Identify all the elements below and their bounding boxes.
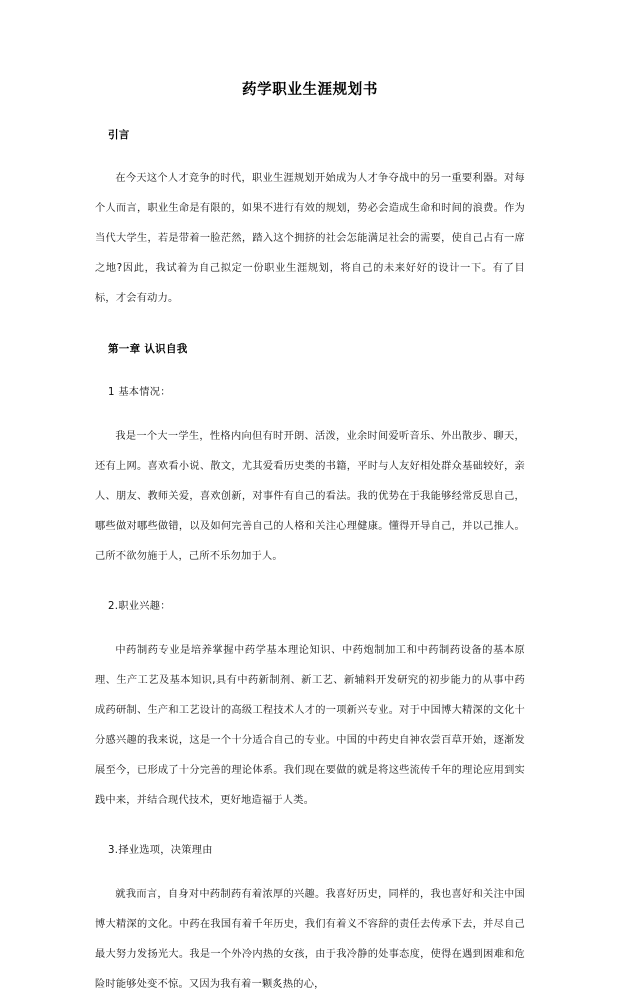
paragraph-career-choice: 就我而言，自身对中药制药有着浓厚的兴趣。我喜好历史，同样的，我也喜好和关注中国博大精深的文化。中药在我国有着千年历史，我们有着义不容辞的责任去传承下去，并尽自己最大努力发扬光大。我是一个外冷内热的女孩，由于我冷静的处事态度，使得在遇到困难和危险时能够处变不惊。又因为我有着一颗炙热的心， <box>95 889 525 991</box>
page-title: 药学职业生涯规划书 <box>242 82 378 98</box>
section-heading-chapter-one: 第一章 认识自我 <box>108 343 188 356</box>
paragraph-basic-situation: 我是一个大一学生，性格内向但有时开朗、活泼，业余时间爱听音乐、外出散步、聊天，还有上网。喜欢看小说、散文，尤其爱看历史类的书籍，平时与人友好相处群众基础较好，亲人、朋友、教师关爱，喜欢创新，对事件有自己的看法。我的优势在于我能够经常反思自己，哪些做对哪些做错，以及如何完善自己的人格和关注心理健康。懂得开导自己，并以己推人。己所不欲勿施于人，己所不乐勿加于人。 <box>95 431 525 563</box>
spacer <box>95 314 525 334</box>
paragraph-intro: 在今天这个人才竞争的时代，职业生涯规划开始成为人才争夺战中的另一重要利器。对每个人而言，职业生命是有限的，如果不进行有效的规划，势必会造成生命和时间的浪费。作为当代大学生，若是带着一脸茫然，踏入这个拥挤的社会怎能满足社会的需要，使自己占有一席之地?因此，我试着为自己拟定一份职业生涯规划，将自己的未来好好的设计一下。有了目标，才会有动力。 <box>95 173 525 305</box>
spacer <box>95 622 525 636</box>
paragraph-career-interest: 中药制药专业是培养掌握中药学基本理论知识、中药炮制加工和中药制药设备的基本原理、生产工艺及基本知识,具有中药新制剂、新工艺、新辅料开发研究的初步能力的从事中药成药研制、生产和工艺设计的高级工程技术人才的一项新兴专业。对于中国博大精深的文化十分感兴趣的我来说，这是一个十分适合自己的专业。中国的中药史自神农尝百草开始，逐渐发展至今，已形成了十分完善的理论体系。我们现在要做的就是将这些流传千年的理论应用到实践中来，并结合现代技术，更好地造福于人类。 <box>95 645 525 807</box>
subsection-heading-career-choice: 3.择业选项，决策理由 <box>108 845 213 857</box>
spacer <box>95 866 525 880</box>
document-body <box>95 0 525 1000</box>
spacer <box>95 364 525 378</box>
subsection-heading-career-interest: 2.职业兴趣： <box>108 601 171 613</box>
section-heading-intro: 引言 <box>108 129 130 142</box>
spacer <box>95 816 525 836</box>
title-spacer <box>95 100 525 120</box>
spacer <box>95 150 525 164</box>
spacer <box>95 572 525 592</box>
subsection-heading-basic-situation: 1 基本情况： <box>108 387 171 399</box>
spacer <box>95 408 525 422</box>
